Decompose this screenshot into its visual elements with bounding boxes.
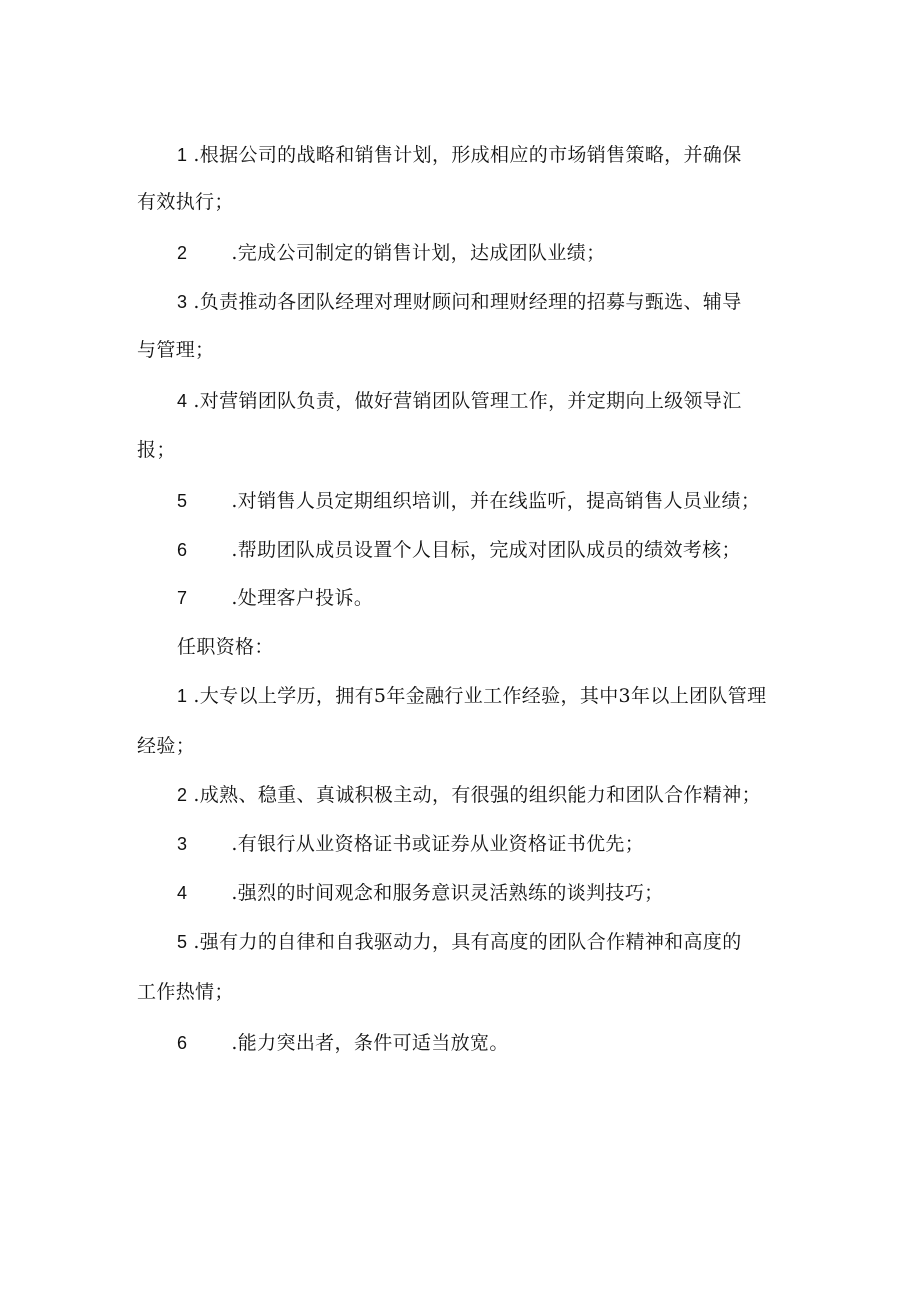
qualification-item-text: .成熟、稳重、真诚积极主动，有很强的组织能力和团队合作精神； [193, 784, 761, 806]
duty-item-text: .根据公司的战略和销售计划，形成相应的市场销售策略，并确保 [193, 144, 742, 166]
duty-item-1 [177, 143, 742, 167]
duty-item-number: 6 [177, 540, 188, 560]
duty-item-number: 3 [177, 292, 188, 312]
qualification-item-number: 4 [177, 883, 188, 903]
qualification-item-text-continued: 经验； [137, 735, 196, 757]
qualification-item-text-continued: 工作热情； [137, 981, 234, 1003]
qualification-item-2 [177, 783, 761, 807]
duty-item-text: .完成公司制定的销售计划，达成团队业绩； [231, 242, 606, 264]
duty-item-5 [177, 489, 760, 513]
qualification-item-6 [177, 1031, 509, 1055]
duty-item-number: 5 [177, 491, 188, 511]
qualification-item-text: .有银行从业资格证书或证券从业资格证书优先； [231, 833, 645, 855]
duty-item-3 [177, 290, 742, 314]
duty-item-number: 1 [177, 145, 188, 165]
duty-item-text: .负责推动各团队经理对理财顾问和理财经理的招募与甄选、辅导 [193, 291, 742, 313]
duty-item-7 [177, 586, 373, 610]
duty-item-text-continued: 与管理； [137, 339, 215, 361]
qualification-item-number: 6 [177, 1033, 188, 1053]
duty-item-text: .处理客户投诉。 [231, 587, 374, 609]
qualifications-heading [177, 635, 274, 659]
duty-item-6 [177, 538, 741, 562]
qualification-item-text: .强有力的自律和自我驱动力，具有高度的团队合作精神和高度的 [193, 931, 742, 953]
duty-item-text: .对销售人员定期组织培训，并在线监听，提高销售人员业绩； [231, 490, 761, 512]
duty-item-number: 4 [177, 391, 188, 411]
qualification-item-number: 1 [177, 686, 188, 706]
duty-item-number: 2 [177, 243, 188, 263]
duty-item-4-continuation [137, 438, 176, 462]
duty-item-text-continued: 报； [137, 439, 176, 461]
qualification-item-text: .能力突出者，条件可适当放宽。 [231, 1032, 509, 1054]
qualification-item-text: .大专以上学历，拥有5年金融行业工作经验，其中3年以上团队管理 [193, 685, 767, 707]
qualification-item-number: 3 [177, 834, 188, 854]
duty-item-2 [177, 241, 605, 265]
qualification-item-text: .强烈的时间观念和服务意识灵活熟练的谈判技巧； [231, 882, 664, 904]
qualification-item-5 [177, 930, 742, 954]
duty-item-3-continuation [137, 338, 214, 362]
qualifications-heading-text: 任职资格： [177, 636, 274, 658]
duty-item-text-continued: 有效执行； [137, 191, 234, 213]
duty-item-number: 7 [177, 588, 188, 608]
duty-item-4 [177, 389, 742, 413]
qualification-item-4 [177, 881, 663, 905]
qualification-item-3 [177, 832, 644, 856]
qualification-item-number: 2 [177, 785, 188, 805]
duty-item-1-continuation [137, 190, 234, 214]
qualification-item-1 [177, 684, 766, 708]
qualification-item-number: 5 [177, 932, 188, 952]
duty-item-text: .对营销团队负责，做好营销团队管理工作，并定期向上级领导汇 [193, 390, 742, 412]
qualification-item-5-continuation [137, 980, 234, 1004]
duty-item-text: .帮助团队成员设置个人目标，完成对团队成员的绩效考核； [231, 539, 741, 561]
qualification-item-1-continuation [137, 734, 195, 758]
